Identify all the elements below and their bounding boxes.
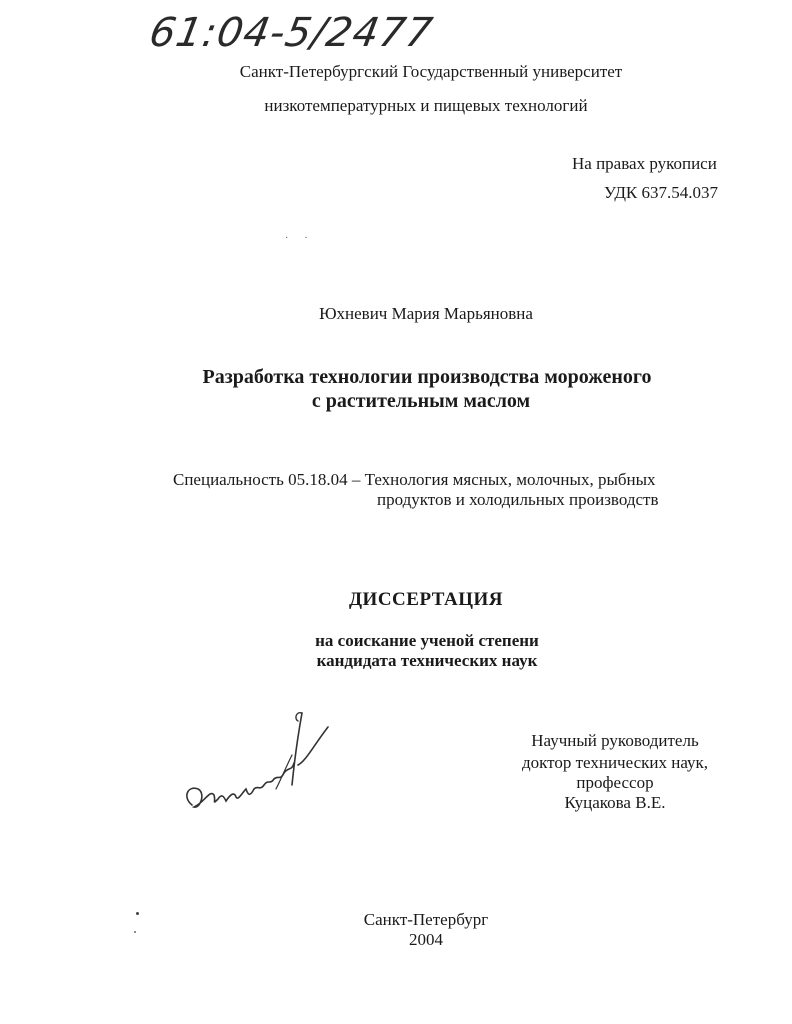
specialty-line-2: продуктов и холодильных производств bbox=[377, 490, 659, 509]
scan-dots: ·· bbox=[285, 233, 324, 244]
handwritten-signature bbox=[180, 705, 340, 820]
author-name: Юхневич Мария Марьяновна bbox=[319, 304, 533, 323]
institution-line-1: Санкт-Петербургский Государственный университет bbox=[239, 62, 623, 81]
supervisor-role: Научный руководитель bbox=[531, 731, 699, 750]
udk-code: УДК 637.54.037 bbox=[604, 183, 719, 202]
thesis-title-line-2: с растительным маслом bbox=[311, 390, 531, 412]
supervisor-rank: профессор bbox=[576, 773, 654, 792]
archive-code: 61:04-5/2477 bbox=[145, 10, 437, 56]
thesis-title-line-1: Разработка технологии производства мороженого bbox=[202, 366, 652, 388]
supervisor-degree: доктор технических наук, bbox=[521, 753, 709, 772]
document-type: ДИССЕРТАЦИЯ bbox=[348, 589, 504, 610]
supervisor-name: Куцакова В.Е. bbox=[564, 793, 666, 812]
city: Санкт-Петербург bbox=[363, 910, 489, 929]
specialty-line-1: Специальность 05.18.04 – Технология мясных, молочных, рыбных bbox=[173, 470, 656, 489]
manuscript-rights: На правах рукописи bbox=[572, 154, 717, 173]
year: 2004 bbox=[409, 930, 443, 949]
degree-line-2: кандидата технических наук bbox=[316, 651, 538, 670]
institution-line-2: низкотемпературных и пищевых технологий bbox=[264, 96, 588, 115]
degree-line-1: на соискание ученой степени bbox=[315, 631, 539, 650]
